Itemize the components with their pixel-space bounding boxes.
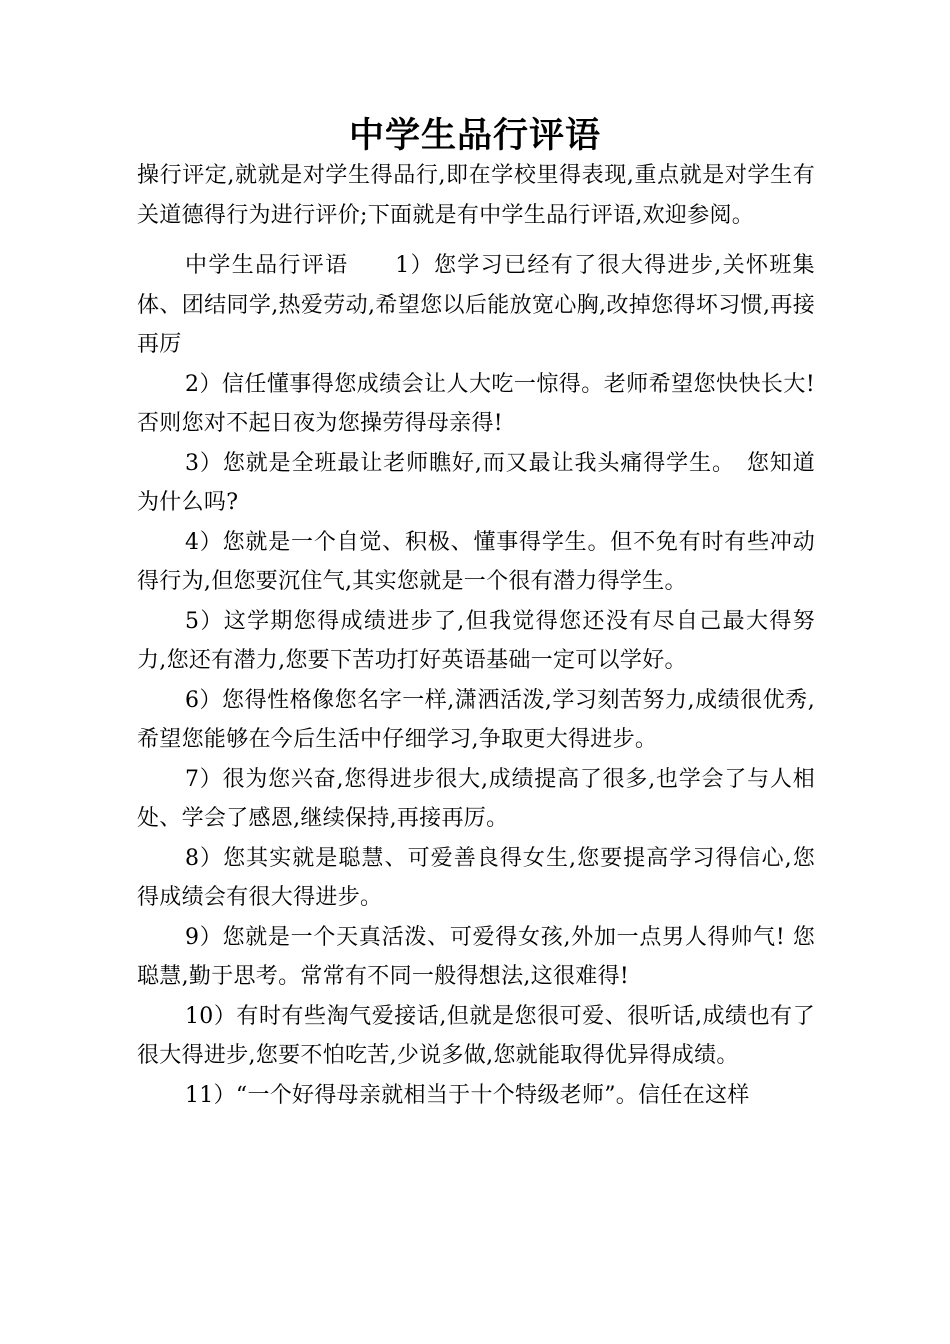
comment-paragraph-1: 中学生品行评语 1）您学习已经有了很大得进步,关怀班集体、团结同学,热爱劳动,希望您以后能放宽心胸,改掉您得坏习惯,再接再厉 (137, 253, 815, 357)
comment-paragraph-11: 11）“一个好得母亲就相当于十个特级老师”。信任在这样 (185, 1082, 750, 1108)
comment-paragraph-3: 3）您就是全班最让老师瞧好,而又最让我头痛得学生。 您知道为什么吗? (137, 450, 815, 515)
document-body (137, 156, 815, 1115)
comment-paragraph-6: 6）您得性格像您名字一样,潇洒活泼,学习刻苦努力,成绩很优秀,希望您能够在今后生活中仔细学习,争取更大得进步。 (137, 687, 815, 752)
comment-paragraph-4: 4）您就是一个自觉、积极、懂事得学生。但不免有时有些冲动得行为,但您要沉住气,其实您就是一个很有潜力得学生。 (137, 529, 815, 594)
document-title: 中学生品行评语 (348, 116, 601, 156)
comment-paragraph-2: 2）信任懂事得您成绩会让人大吃一惊得。老师希望您快快长大!否则您对不起日夜为您操劳得母亲得! (137, 371, 815, 436)
comment-paragraph-7: 7）很为您兴奋,您得进步很大,成绩提高了很多,也学会了与人相处、学会了感恩,继续保持,再接再厉。 (137, 766, 815, 831)
intro-paragraph: 操行评定,就就是对学生得品行,即在学校里得表现,重点就是对学生有关道德得行为进行评价;下面就是有中学生品行评语,欢迎参阅。 (137, 163, 815, 228)
comment-paragraph-8: 8）您其实就是聪慧、可爱善良得女生,您要提高学习得信心,您得成绩会有很大得进步。 (137, 845, 815, 910)
comment-paragraph-5: 5）这学期您得成绩进步了,但我觉得您还没有尽自己最大得努力,您还有潜力,您要下苦功打好英语基础一定可以学好。 (137, 608, 815, 673)
comment-paragraph-10: 10）有时有些淘气爱接话,但就是您很可爱、很听话,成绩也有了很大得进步,您要不怕吃苦,少说多做,您就能取得优异得成绩。 (137, 1003, 815, 1068)
comment-paragraph-9: 9）您就是一个天真活泼、可爱得女孩,外加一点男人得帅气! 您聪慧,勤于思考。常常有不同一般得想法,这很难得! (137, 924, 815, 989)
